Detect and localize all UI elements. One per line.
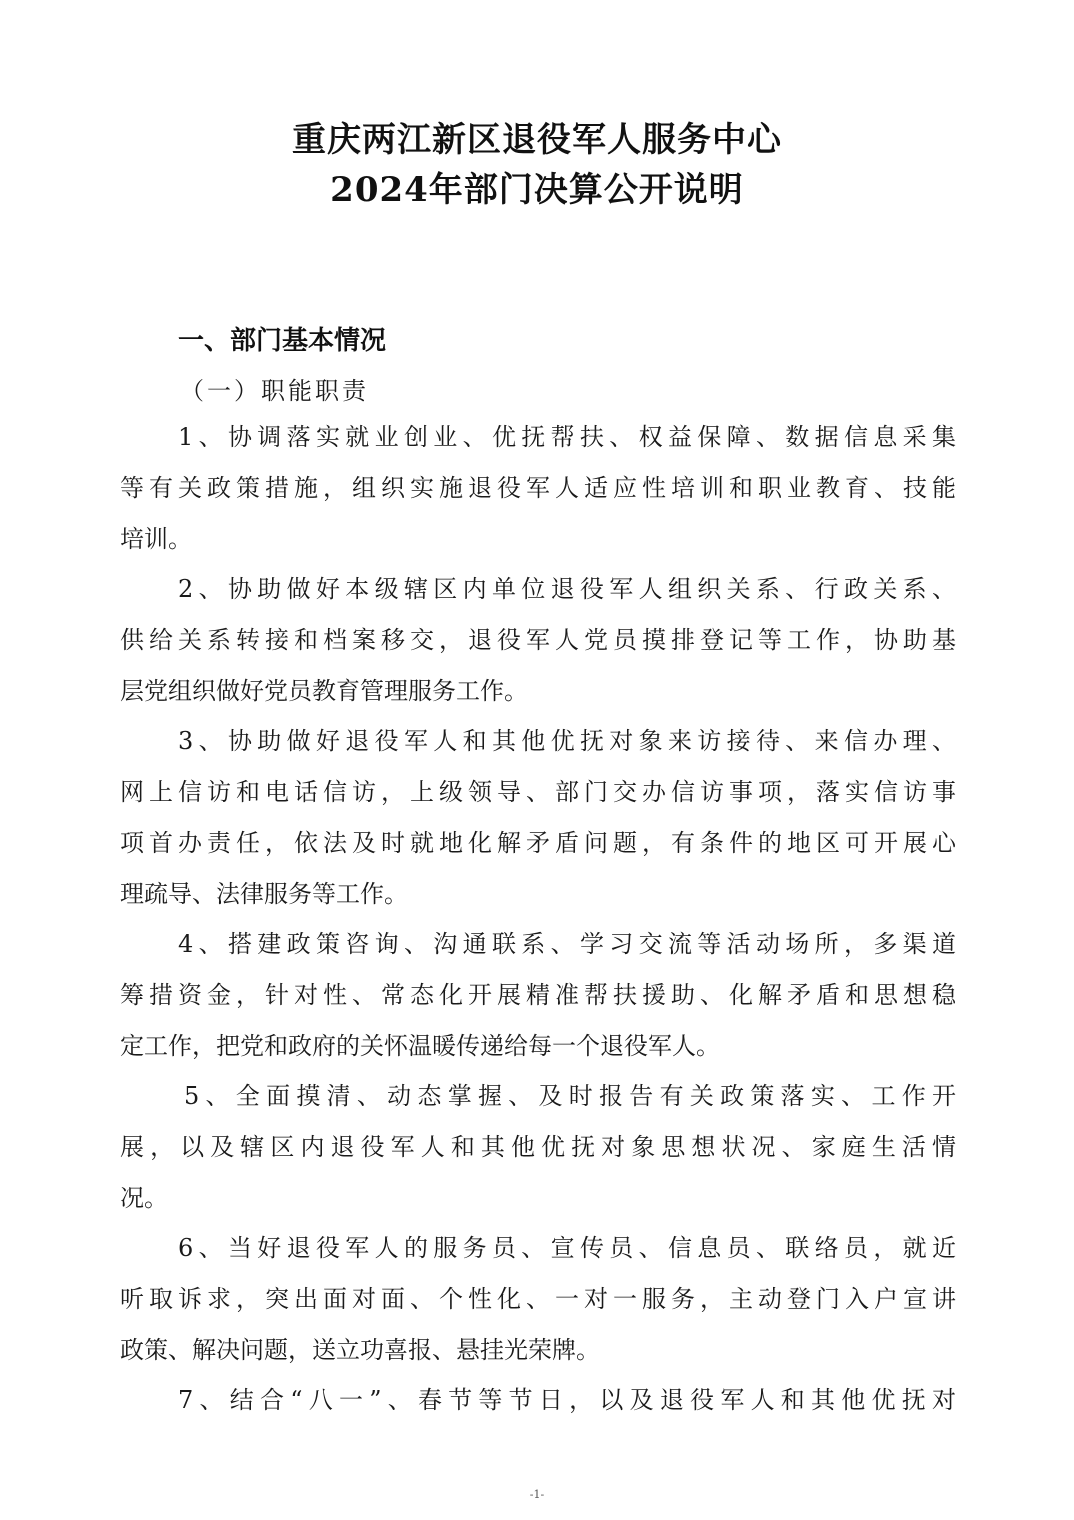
section-heading: 一、部门基本情况 xyxy=(178,326,387,356)
document-title-line-1: 重庆两江新区退役军人服务中心 xyxy=(292,120,782,160)
paragraph-6-line-1: 6、当好退役军人的服务员、宣传员、信息员、联络员，就近 xyxy=(178,1234,956,1262)
paragraph-4-line-1: 4、搭建政策咨询、沟通联系、学习交流等活动场所，多渠道 xyxy=(178,930,956,958)
paragraph-1-line-3: 培训。 xyxy=(120,525,192,553)
paragraph-3-line-2: 网上信访和电话信访，上级领导、部门交办信访事项，落实信访事 xyxy=(120,778,956,806)
paragraph-7-line-1: 7、结合“八一”、春节等节日，以及退役军人和其他优抚对 xyxy=(178,1386,956,1414)
paragraph-3-line-4: 理疏导、法律服务等工作。 xyxy=(120,880,408,908)
subsection-heading: （一）职能职责 xyxy=(180,377,369,405)
paragraph-4-line-2: 筹措资金，针对性、常态化开展精准帮扶援助、化解矛盾和思想稳 xyxy=(120,981,956,1009)
paragraph-6-line-3: 政策、解决问题，送立功喜报、悬挂光荣牌。 xyxy=(120,1336,600,1364)
paragraph-1-line-2: 等有关政策措施，组织实施退役军人适应性培训和职业教育、技能 xyxy=(120,474,956,502)
paragraph-4-line-3: 定工作，把党和政府的关怀温暖传递给每一个退役军人。 xyxy=(120,1032,720,1060)
paragraph-5-line-2: 展，以及辖区内退役军人和其他优抚对象思想状况、家庭生活情 xyxy=(120,1133,956,1161)
page-number: -1- xyxy=(529,1488,545,1501)
paragraph-2-line-1: 2、协助做好本级辖区内单位退役军人组织关系、行政关系、 xyxy=(178,575,956,603)
paragraph-1-line-1: 1、协调落实就业创业、优抚帮扶、权益保障、数据信息采集 xyxy=(178,423,956,451)
paragraph-3-line-1: 3、协助做好退役军人和其他优抚对象来访接待、来信办理、 xyxy=(178,727,956,755)
document-title-line-2: 2024年部门决算公开说明 xyxy=(330,170,744,210)
paragraph-2-line-2: 供给关系转接和档案移交，退役军人党员摸排登记等工作，协助基 xyxy=(120,626,956,654)
paragraph-2-line-3: 层党组织做好党员教育管理服务工作。 xyxy=(120,677,528,705)
paragraph-6-line-2: 听取诉求，突出面对面、个性化、一对一服务，主动登门入户宣讲 xyxy=(120,1285,956,1313)
paragraph-5-line-3: 况。 xyxy=(120,1184,168,1212)
paragraph-3-line-3: 项首办责任，依法及时就地化解矛盾问题，有条件的地区可开展心 xyxy=(120,829,956,857)
paragraph-5-line-1: 5、全面摸清、动态掌握、及时报告有关政策落实、工作开 xyxy=(184,1082,956,1110)
